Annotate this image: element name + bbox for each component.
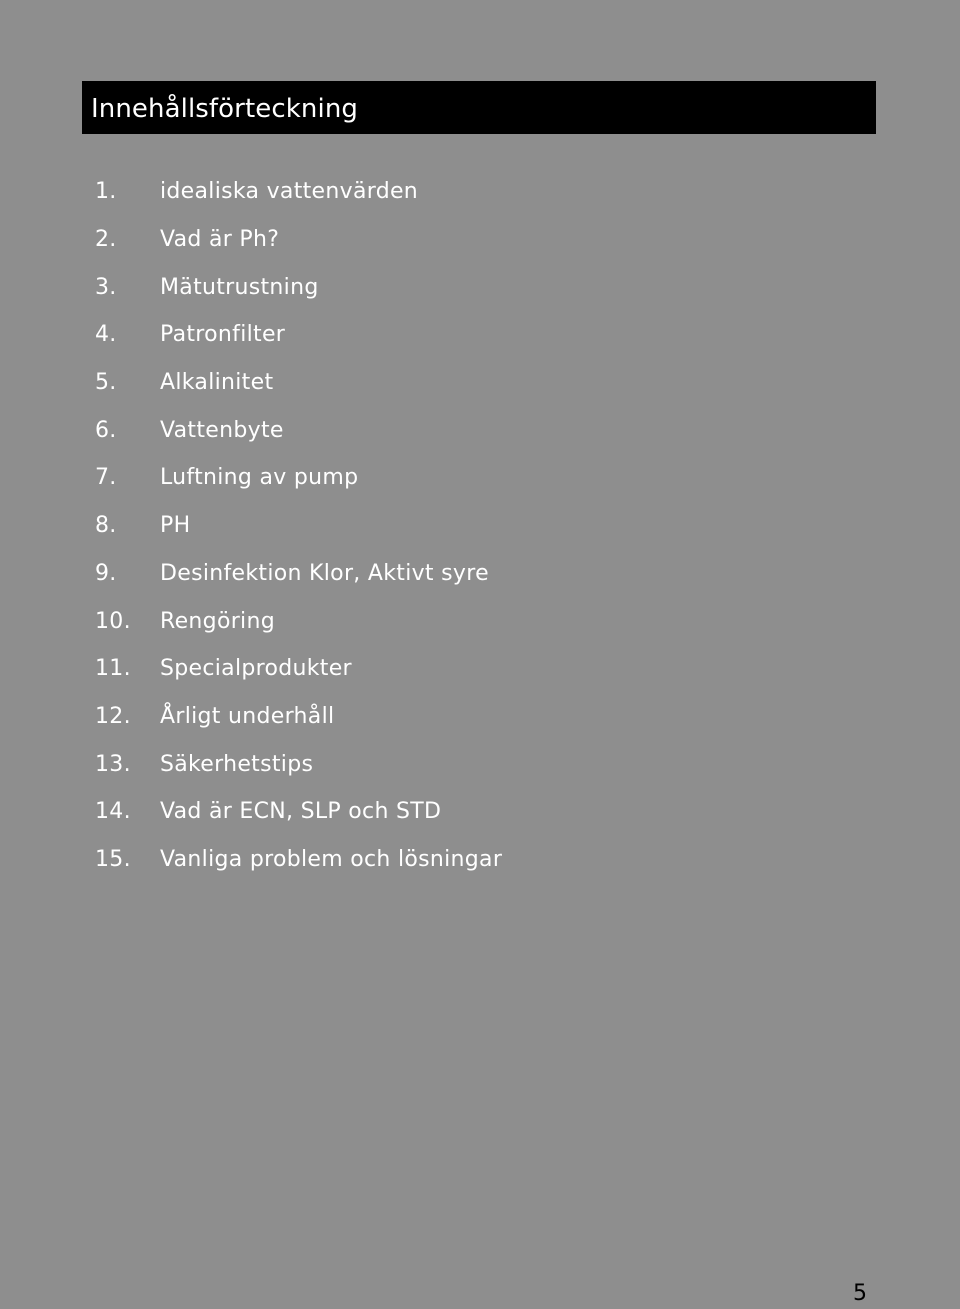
toc-item-number: 15. bbox=[95, 846, 131, 872]
toc-item-number: 1. bbox=[95, 179, 117, 205]
toc-item bbox=[95, 263, 502, 311]
toc-item bbox=[95, 836, 502, 884]
toc-item bbox=[95, 740, 502, 788]
toc-item-number: 4. bbox=[95, 322, 117, 348]
toc-item-label: Specialprodukter bbox=[160, 656, 352, 682]
toc-item-number: 14. bbox=[95, 799, 131, 825]
toc-item-number: 9. bbox=[95, 560, 117, 586]
toc-item bbox=[95, 550, 502, 598]
toc-item-label: Vattenbyte bbox=[160, 417, 284, 443]
toc-item bbox=[95, 406, 502, 454]
toc-item bbox=[95, 788, 502, 836]
toc-item-number: 13. bbox=[95, 751, 131, 777]
toc-item-number: 3. bbox=[95, 274, 117, 300]
toc-item bbox=[95, 359, 502, 407]
toc-item bbox=[95, 693, 502, 741]
toc-item-label: Vad är Ph? bbox=[160, 227, 280, 253]
toc-item-number: 12. bbox=[95, 703, 131, 729]
toc-header bbox=[82, 81, 876, 134]
toc-item bbox=[95, 454, 502, 502]
toc-item-number: 8. bbox=[95, 513, 117, 539]
toc-item-label: Vanliga problem och lösningar bbox=[160, 846, 503, 872]
toc-item-label: Vad är ECN, SLP och STD bbox=[160, 799, 442, 825]
toc-item-number: 7. bbox=[95, 465, 117, 491]
toc-item bbox=[95, 597, 502, 645]
toc-item-number: 10. bbox=[95, 608, 131, 634]
toc-title: Innehållsförteckning bbox=[91, 93, 359, 124]
toc-item-number: 5. bbox=[95, 370, 117, 396]
toc-item bbox=[95, 311, 502, 359]
toc-item bbox=[95, 216, 502, 264]
toc-item-number: 2. bbox=[95, 227, 117, 253]
toc-item-label: Rengöring bbox=[160, 608, 275, 634]
toc-item-label: Mätutrustning bbox=[160, 274, 319, 300]
page-number: 5 bbox=[853, 1281, 867, 1306]
toc-item-label: Alkalinitet bbox=[160, 370, 274, 396]
toc-item-number: 6. bbox=[95, 417, 117, 443]
toc-list bbox=[95, 168, 502, 883]
toc-item bbox=[95, 502, 502, 550]
toc-item-label: Desinfektion Klor, Aktivt syre bbox=[160, 560, 489, 586]
toc-item-label: PH bbox=[160, 513, 191, 539]
toc-item-label: Årligt underhåll bbox=[160, 703, 335, 729]
toc-item-number: 11. bbox=[95, 656, 131, 682]
toc-item bbox=[95, 168, 502, 216]
toc-item-label: Luftning av pump bbox=[160, 465, 359, 491]
toc-item bbox=[95, 645, 502, 693]
toc-item-label: Säkerhetstips bbox=[160, 751, 314, 777]
toc-item-label: Patronfilter bbox=[160, 322, 286, 348]
toc-item-label: idealiska vattenvärden bbox=[160, 179, 419, 205]
